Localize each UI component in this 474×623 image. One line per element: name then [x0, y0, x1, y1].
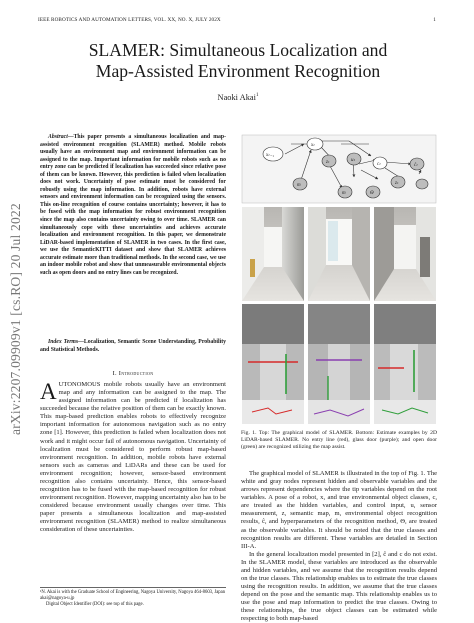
label-u-t: uₜ	[351, 158, 355, 163]
introduction-text	[40, 381, 226, 534]
corridor-photo-1	[242, 207, 304, 301]
result-panel-2	[308, 304, 370, 424]
paragraph-general-model: In the general localization model presented in [2], ĉ and c do not exist. In the SLAMER model, these variables are introduced as the observable and hidden variables, and we assume that the recognition results depend on the true classes. This relationship enables us to estimate the true classes using the recognition results. In addition, we assume that the true classes depend on the pose and the semantic map. This relationship enables us to use the pose and map information to predict the true classes. Owing to these relationships, the true object classes can be estimated while respecting to both map-based	[241, 550, 437, 623]
footnote	[40, 587, 226, 608]
footnote-doi: Digital Object Identifier (DOI): see top of this page.	[46, 601, 144, 607]
index-terms	[40, 339, 226, 354]
label-c-hat: ĉₜ	[414, 163, 418, 168]
corridor-photo-2	[308, 207, 370, 301]
figure-caption: Fig. 1. Top: The graphical model of SLAMER. Bottom: Estimate examples by 2D LiDAR-based SLAMER. No entry line (red), glass door (purple); and open door (green) are recognized utilizing the map assist.	[241, 430, 437, 451]
label-theta: Θ	[370, 191, 374, 196]
label-c-t: cₜ	[377, 162, 381, 167]
title-line-2: Map-Assisted Environment Recognition	[95, 61, 381, 81]
label-x-t: xₜ	[311, 143, 315, 148]
abstract	[40, 134, 226, 277]
section-title: I. Introduction	[112, 370, 154, 377]
intro-body: UTONOMOUS mobile robots usually have an environment map and any information can be assigned to the map. The assigned information can be predicted if localization has succeeded because the relative position of them can be exactly known. This map-based prediction enables robots to effectively recognize important information for autonomous navigation such as no entry zone [1]. However, this prediction is failed when localization does not work and it might occur fail of autonomous navigation. Uncertainty of localization must be considered to perform robust map-based environment recognition. In addition, mobile robots have external sensors such as cameras and LiDARs and these can be used for environment recognition; however, sensor-based environment recognition also contains uncertainty. Hence, this sensor-based recognition has to be fused with the map-based recognition for robust environment recognition. However, mapping uncertainty also has to be considered because environment usually changes over time. This paper presents a simultaneous localization and map-assisted environment recognition (SLAMER) method to realize simultaneous consideration of these uncertainties.	[40, 381, 226, 534]
title-line-1: SLAMER: Simultaneous Localization and	[88, 40, 388, 60]
page-number: 1	[433, 17, 436, 23]
result-panel-3	[374, 304, 436, 424]
drop-cap: A	[40, 379, 57, 404]
label-z-left: zₜ	[326, 160, 330, 165]
result-panel-1	[242, 304, 304, 424]
label-z-t: zₜ	[395, 181, 399, 186]
running-header	[38, 17, 436, 23]
index-terms-label: Index Terms	[48, 339, 79, 345]
running-head-text: IEEE ROBOTICS AND AUTOMATION LETTERS, VOL. XX, NO. X, JULY 202X	[38, 17, 221, 23]
abstract-label: Abstract	[48, 134, 68, 140]
footnote-affiliation: ¹N. Akai is with the Graduate School of Engineering, Nagoya University, Nagoya 464-8603, Japan akai@nagoya-u.jp	[40, 590, 226, 601]
recognition-results	[242, 304, 436, 424]
graphical-model	[242, 135, 436, 203]
corridor-photo-3	[374, 207, 436, 301]
author-name: Naoki Akai	[217, 93, 256, 102]
figure-1	[241, 132, 437, 425]
arxiv-stamp: arXiv:2207.09909v1 [cs.RO] 20 Jul 2022	[8, 203, 23, 435]
paragraph-graphical-model: The graphical model of SLAMER is illustrated in the top of Fig. 1. The white and gray nodes represent hidden and observable variables and the arrows represent dependencies where the tip variables depend on the root variables. A pose of a robot, x, and true environmental object classes, c, are treated as the hidden variables, and control input, u, sensor measurement, z, semantic map, m, environmental object recognition results, ĉ, and hyperparameters of the recognition method, Θ, are treated as the observable variables. It should be noted that the true classes and recognition results are different. These variables are detailed in Section III-A.	[241, 470, 437, 550]
abstract-text: —This paper presents a simultaneous localization and map-assisted environment recognition (SLAMER) method. Mobile robots usually have an environment map and environment information can be assigned to the map. Important information for mobile robots such as no entry zone can be predicted if localization has succeeded since relative pose of them can be known. However, this prediction is failed when localization does not work. Uncertainty of pose estimate must be considered for robustly using the map information. In addition, robots have external sensors and environment information can be recognized using the sensors. This on-line recognition of course contains uncertainty; however, it has to be fused with the map information for robust environment recognition since the map also contains uncertainty owing to over time. SLAMER can simultaneously cope with these uncertainties and achieves accurate localization and environment recognition. In this paper, we demonstrate LiDAR-based implementation of SLAMER in two cases. In the first case, we use the SemanticKITTI dataset and show that SLAMER achieves accurate estimate more than traditional methods. In the second case, we use an indoor mobile robot and show that unmeasurable environmental objects such as open doors and no entry lines can be recognized.	[40, 134, 226, 276]
author-line	[40, 93, 436, 102]
paper-title	[40, 40, 436, 82]
node-extra	[416, 179, 428, 189]
right-column-text	[241, 470, 437, 623]
label-m: m	[297, 183, 301, 188]
author-affiliation-mark: 1	[255, 93, 259, 99]
node-x-t	[307, 138, 323, 150]
label-x-prev: xₜ₋₁	[266, 153, 275, 158]
corridor-photos	[242, 207, 436, 301]
label-m-bottom: m	[342, 191, 346, 196]
index-terms-text: —Localization, Semantic Scene Understanding, Probability and Statistical Methods.	[40, 339, 226, 353]
